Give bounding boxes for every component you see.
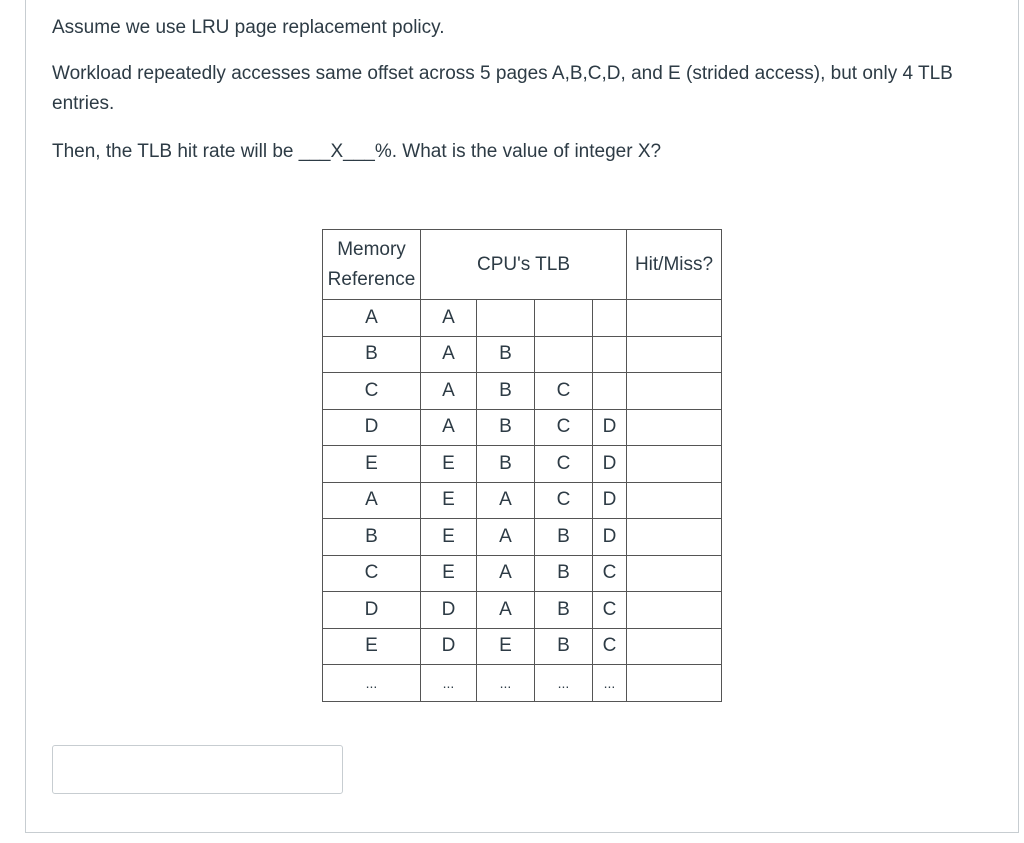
hit-miss-cell xyxy=(627,592,722,629)
tlb-entry-cell: B xyxy=(477,409,535,446)
tlb-entry-cell: B xyxy=(477,336,535,373)
tlb-entry-cell: C xyxy=(535,373,593,410)
header-memory-label: Memory xyxy=(337,238,406,260)
memory-reference-cell: E xyxy=(323,446,421,483)
tlb-entry-cell: E xyxy=(421,446,477,483)
tlb-entry-cell: A xyxy=(477,555,535,592)
tlb-entry-cell xyxy=(593,373,627,410)
hit-miss-cell xyxy=(627,409,722,446)
tlb-entry-cell: C xyxy=(535,409,593,446)
question-line-policy: Assume we use LRU page replacement policy. xyxy=(52,17,445,38)
lru-trace-table xyxy=(322,229,722,702)
tlb-entry-cell: B xyxy=(535,592,593,629)
hit-miss-cell xyxy=(627,628,722,665)
tlb-entry-cell: D xyxy=(593,482,627,519)
tlb-entry-cell: E xyxy=(421,555,477,592)
hit-miss-cell xyxy=(627,665,722,702)
header-cpu-tlb: CPU's TLB xyxy=(421,230,627,300)
hit-miss-cell xyxy=(627,555,722,592)
tlb-entry-cell: E xyxy=(421,482,477,519)
tlb-entry-cell: ... xyxy=(421,665,477,702)
memory-reference-cell: D xyxy=(323,592,421,629)
tlb-entry-cell: A xyxy=(421,336,477,373)
hit-miss-cell xyxy=(627,336,722,373)
tlb-entry-cell: A xyxy=(421,300,477,337)
tlb-entry-cell: C xyxy=(535,482,593,519)
tlb-entry-cell xyxy=(477,300,535,337)
table-header-row xyxy=(323,230,722,300)
tlb-entry-cell: C xyxy=(593,555,627,592)
memory-reference-cell: B xyxy=(323,519,421,556)
hit-miss-cell xyxy=(627,300,722,337)
table-row xyxy=(323,373,722,410)
tlb-entry-cell: B xyxy=(477,446,535,483)
memory-reference-cell: D xyxy=(323,409,421,446)
tlb-entry-cell: E xyxy=(477,628,535,665)
header-hit-miss: Hit/Miss? xyxy=(627,230,722,300)
tlb-entry-cell: D xyxy=(421,628,477,665)
table-row xyxy=(323,409,722,446)
tlb-entry-cell: ... xyxy=(593,665,627,702)
header-memory-reference xyxy=(323,230,421,300)
tlb-entry-cell: A xyxy=(477,482,535,519)
memory-reference-cell: B xyxy=(323,336,421,373)
answer-input[interactable] xyxy=(52,745,343,794)
hit-miss-cell xyxy=(627,446,722,483)
memory-reference-cell: ... xyxy=(323,665,421,702)
hit-miss-cell xyxy=(627,373,722,410)
memory-reference-cell: E xyxy=(323,628,421,665)
memory-reference-cell: A xyxy=(323,482,421,519)
tlb-entry-cell xyxy=(593,336,627,373)
tlb-entry-cell: D xyxy=(593,446,627,483)
memory-reference-cell: A xyxy=(323,300,421,337)
tlb-entry-cell: D xyxy=(593,409,627,446)
tlb-entry-cell xyxy=(535,300,593,337)
tlb-entry-cell: B xyxy=(477,373,535,410)
tlb-entry-cell: A xyxy=(477,592,535,629)
tlb-entry-cell: B xyxy=(535,555,593,592)
table-row xyxy=(323,446,722,483)
table-row xyxy=(323,592,722,629)
tlb-entry-cell xyxy=(535,336,593,373)
tlb-entry-cell: D xyxy=(593,519,627,556)
table-row xyxy=(323,336,722,373)
tlb-entry-cell: A xyxy=(421,373,477,410)
hit-miss-cell xyxy=(627,519,722,556)
tlb-entry-cell: C xyxy=(535,446,593,483)
table-row xyxy=(323,482,722,519)
tlb-entry-cell: ... xyxy=(477,665,535,702)
tlb-entry-cell xyxy=(593,300,627,337)
tlb-entry-cell: B xyxy=(535,628,593,665)
tlb-entry-cell: A xyxy=(421,409,477,446)
tlb-entry-cell: B xyxy=(535,519,593,556)
header-reference-label: Reference xyxy=(327,268,416,290)
question-line-workload: Workload repeatedly accesses same offset across 5 pages A,B,C,D, and E (strided access), but only 4 TLB entries. xyxy=(52,63,953,114)
tlb-entry-cell: C xyxy=(593,592,627,629)
tlb-entry-cell: ... xyxy=(535,665,593,702)
table-row xyxy=(323,628,722,665)
table-row xyxy=(323,300,722,337)
table-row xyxy=(323,665,722,702)
tlb-entry-cell: A xyxy=(477,519,535,556)
tlb-entry-cell: D xyxy=(421,592,477,629)
hit-miss-cell xyxy=(627,482,722,519)
table-row xyxy=(323,555,722,592)
tlb-entry-cell: C xyxy=(593,628,627,665)
question-line-prompt: Then, the TLB hit rate will be ___X___%. What is the value of integer X? xyxy=(52,141,662,162)
tlb-entry-cell: E xyxy=(421,519,477,556)
memory-reference-cell: C xyxy=(323,555,421,592)
table-row xyxy=(323,519,722,556)
memory-reference-cell: C xyxy=(323,373,421,410)
